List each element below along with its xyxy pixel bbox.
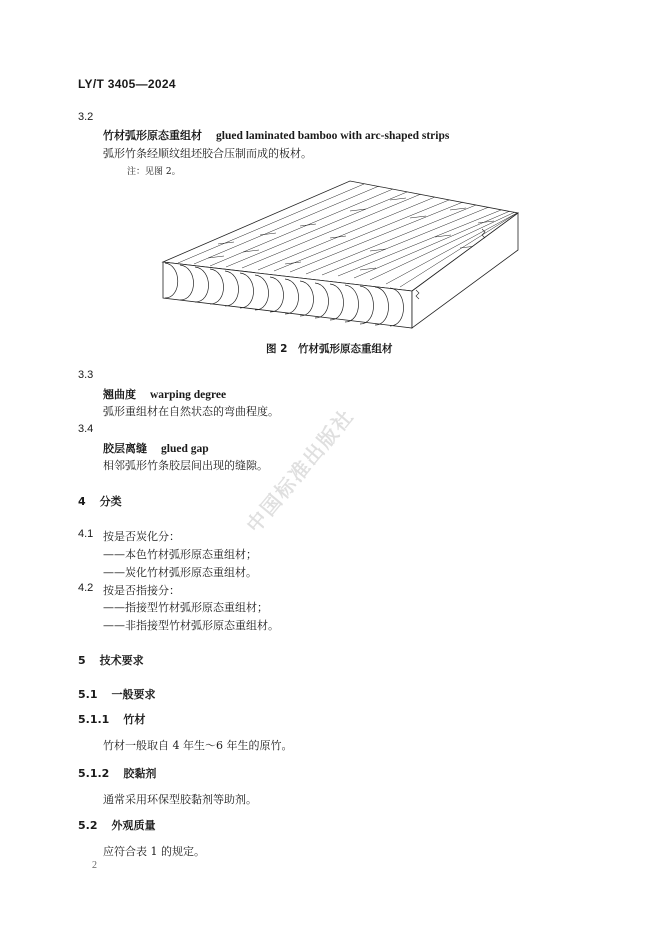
publisher-watermark: 中国标准出版社 (241, 403, 359, 538)
definition-3-2: 弧形竹条经顺纹组坯胶合压制而成的板材。 (103, 147, 312, 160)
clause-text-5-2: 应符合表 1 的规定。 (103, 845, 205, 858)
list-item: ——炭化竹材弧形原态重组材。 (103, 566, 257, 579)
page-number: 2 (92, 860, 97, 871)
clause-text-5-1-2: 通常采用环保型胶黏剂等助剂。 (103, 793, 257, 806)
document-code: LY/T 3405—2024 (78, 77, 176, 91)
term-zh: 胶层离缝 (103, 442, 147, 455)
list-item: ——指接型竹材弧形原态重组材； (103, 601, 268, 614)
clause-number-3-4: 3.4 (78, 423, 94, 435)
clause-number-3-2: 3.2 (78, 111, 94, 123)
clause-text-4-1: 按是否炭化分： (103, 530, 180, 543)
note-3-2: 注：见图 2。 (127, 167, 181, 177)
term-en: glued laminated bamboo with arc-shaped strips (216, 130, 450, 142)
clause-text-4-2: 按是否指接分： (103, 584, 180, 597)
term-zh: 翘曲度 (103, 388, 136, 401)
term-3-4 (103, 440, 209, 456)
glued-laminated-bamboo-figure (160, 180, 520, 335)
clause-number-4-1: 4.1 (78, 528, 94, 540)
list-item: ——非指接型竹材弧形原态重组材。 (103, 619, 279, 632)
term-3-3 (103, 386, 226, 402)
term-3-2 (103, 127, 449, 143)
list-item: ——本色竹材弧形原态重组材； (103, 548, 257, 561)
section-heading-5-1-1: 5.1.1 竹材 (78, 713, 146, 726)
clause-text-5-1-1: 竹材一般取自 4 年生～6 年生的原竹。 (103, 739, 293, 752)
section-heading-5: 5 技术要求 (78, 654, 144, 667)
section-heading-4: 4 分类 (78, 495, 122, 508)
clause-number-3-3: 3.3 (78, 369, 94, 381)
term-en: glued gap (161, 443, 209, 455)
section-heading-5-1: 5.1 一般要求 (78, 688, 156, 701)
term-en: warping degree (150, 389, 227, 401)
section-heading-5-1-2: 5.1.2 胶黏剂 (78, 767, 157, 780)
clause-number-4-2: 4.2 (78, 582, 94, 594)
term-zh: 竹材弧形原态重组材 (103, 129, 202, 142)
definition-3-3: 弧形重组材在自然状态的弯曲程度。 (103, 405, 279, 418)
figure-caption: 图 2 竹材弧形原态重组材 (266, 343, 393, 355)
definition-3-4: 相邻弧形竹条胶层间出现的缝隙。 (103, 459, 268, 472)
section-heading-5-2: 5.2 外观质量 (78, 819, 156, 832)
